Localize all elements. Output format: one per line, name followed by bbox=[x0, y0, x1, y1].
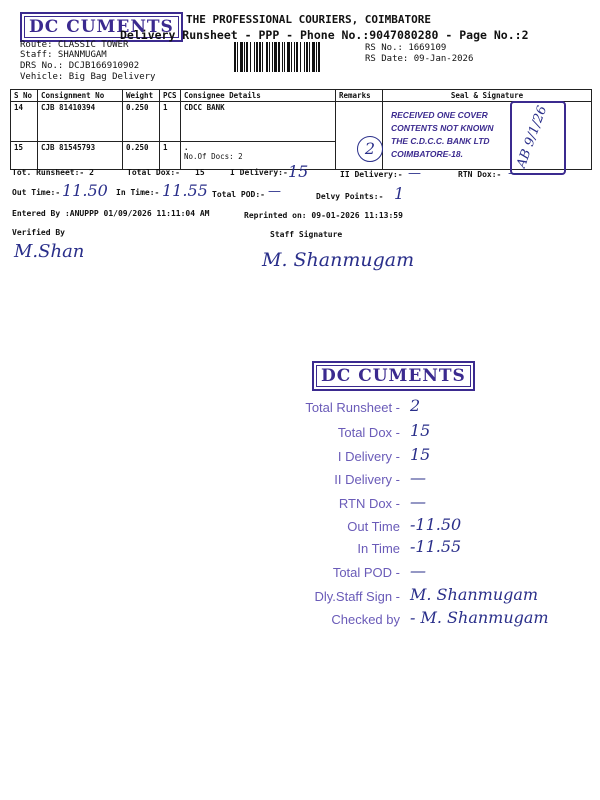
dc-cuments-stamp-bottom bbox=[312, 361, 475, 391]
total-dox-label: Total Dox:- bbox=[127, 168, 180, 177]
rs-number: RS No.: 1669109 bbox=[365, 43, 447, 53]
row-weight: 0.250 bbox=[123, 142, 160, 170]
staff-signature: M. Shanmugam bbox=[262, 249, 415, 271]
runsheet-title: Delivery Runsheet - PPP - Phone No.:9047080280 - Page No.:2 bbox=[120, 28, 529, 42]
row-consignment: CJB 81410394 bbox=[38, 102, 123, 142]
entered-by: Entered By :ANUPPP 01/09/2026 11:11:04 AM bbox=[12, 209, 210, 218]
summary-label: Dly.Staff Sign - bbox=[314, 589, 400, 604]
verified-signature: M.Shan bbox=[14, 241, 85, 262]
summary-label: Out Time bbox=[347, 519, 400, 534]
col-remarks: Remarks bbox=[336, 90, 383, 102]
summary-label: II Delivery - bbox=[334, 472, 400, 487]
col-weight: Weight bbox=[123, 90, 160, 102]
remark-number: 2 bbox=[364, 139, 376, 158]
route-text: Route: CLASSIC TOWER bbox=[20, 40, 129, 50]
received-line: CONTENTS NOT KNOWN bbox=[391, 123, 494, 133]
stamp-text: DC CUMENTS bbox=[316, 365, 471, 387]
received-line: RECEIVED ONE COVER bbox=[391, 110, 488, 120]
drs-text: DRS No.: DCJB166910902 bbox=[20, 61, 140, 71]
row-docs: No.Of Docs: 2 bbox=[184, 152, 243, 161]
received-line: COIMBATORE-18. bbox=[391, 149, 463, 159]
barcode-image bbox=[234, 42, 360, 72]
summary-label: Total Runsheet - bbox=[305, 400, 400, 415]
summary-value: 15 bbox=[410, 445, 431, 464]
summary-label: Total Dox - bbox=[337, 425, 400, 440]
row-sno: 14 bbox=[11, 102, 38, 142]
received-stamp bbox=[391, 109, 493, 161]
stamp-text: DC CUMENTS bbox=[24, 16, 179, 38]
total-pod-label: Total POD:- bbox=[212, 190, 265, 199]
row-pcs: 1 bbox=[160, 142, 181, 170]
summary-value: 2 bbox=[410, 396, 421, 415]
delvy-points-value: 1 bbox=[394, 184, 405, 203]
row-consignee: CDCC BANK bbox=[181, 102, 336, 142]
i-delivery-value: 15 bbox=[288, 162, 309, 181]
seal-handwriting: AB 9/1/26 bbox=[514, 103, 551, 171]
row-consignment: CJB 81545793 bbox=[38, 142, 123, 170]
row-consignee-text: . bbox=[184, 143, 189, 152]
col-pcs: PCS bbox=[160, 90, 181, 102]
runsheet-table bbox=[10, 89, 592, 170]
summary-label: Total POD - bbox=[332, 565, 400, 580]
rtn-dox-label: RTN Dox:- bbox=[458, 170, 502, 179]
summary-label: Checked by bbox=[331, 612, 400, 627]
i-delivery-label: I Delivery:- bbox=[230, 168, 288, 177]
summary-label: RTN Dox - bbox=[338, 496, 400, 511]
summary-value: - M. Shanmugam bbox=[410, 608, 549, 627]
summary-label: In Time bbox=[357, 541, 400, 556]
col-consignee: Consignee Details bbox=[181, 90, 336, 102]
staff-text: Staff: SHANMUGAM bbox=[20, 50, 107, 60]
col-sno: S No bbox=[11, 90, 38, 102]
summary-value: — bbox=[410, 492, 426, 511]
summary-value: — bbox=[410, 468, 426, 487]
total-pod-value: — bbox=[268, 184, 281, 199]
received-line: THE C.D.C.C. BANK LTD bbox=[391, 136, 490, 146]
row-consignee bbox=[181, 142, 336, 170]
summary-value: 15 bbox=[410, 421, 431, 440]
col-seal: Seal & Signature bbox=[383, 90, 592, 102]
tot-runsheet: Tot. Runsheet:- 2 bbox=[12, 168, 94, 177]
verified-by-label: Verified By bbox=[12, 228, 65, 237]
col-consignment: Consignment No bbox=[38, 90, 123, 102]
row-pcs: 1 bbox=[160, 102, 181, 142]
total-dox-value: 15 bbox=[195, 168, 205, 177]
summary-value: -11.50 bbox=[410, 515, 462, 534]
ii-delivery-value: — bbox=[408, 166, 421, 181]
rs-date: RS Date: 09-Jan-2026 bbox=[365, 54, 474, 64]
out-time-label: Out Time:- bbox=[12, 188, 61, 197]
rtn-dox-value: — bbox=[508, 166, 521, 181]
company-name: THE PROFESSIONAL COURIERS, COIMBATORE bbox=[186, 13, 432, 26]
table-header-row bbox=[11, 90, 592, 102]
delvy-points-label: Delvy Points:- bbox=[316, 192, 384, 201]
reprinted-on: Reprinted on: 09-01-2026 11:13:59 bbox=[244, 211, 403, 220]
staff-signature-label: Staff Signature bbox=[270, 230, 343, 239]
remark-mark bbox=[357, 136, 383, 162]
in-time-label: In Time:- bbox=[116, 188, 160, 197]
ii-delivery-label: II Delivery:- bbox=[340, 170, 403, 179]
summary-label: I Delivery - bbox=[337, 449, 400, 464]
table-row bbox=[11, 102, 592, 142]
vehicle-text: Vehicle: Big Bag Delivery bbox=[20, 72, 156, 82]
summary-value: -11.55 bbox=[410, 537, 462, 556]
summary-value: M. Shanmugam bbox=[410, 585, 539, 604]
row-weight: 0.250 bbox=[123, 102, 160, 142]
summary-value: — bbox=[410, 561, 426, 580]
row-sno: 15 bbox=[11, 142, 38, 170]
out-time-value: 11.50 bbox=[62, 181, 108, 200]
in-time-value: 11.55 bbox=[162, 181, 208, 200]
